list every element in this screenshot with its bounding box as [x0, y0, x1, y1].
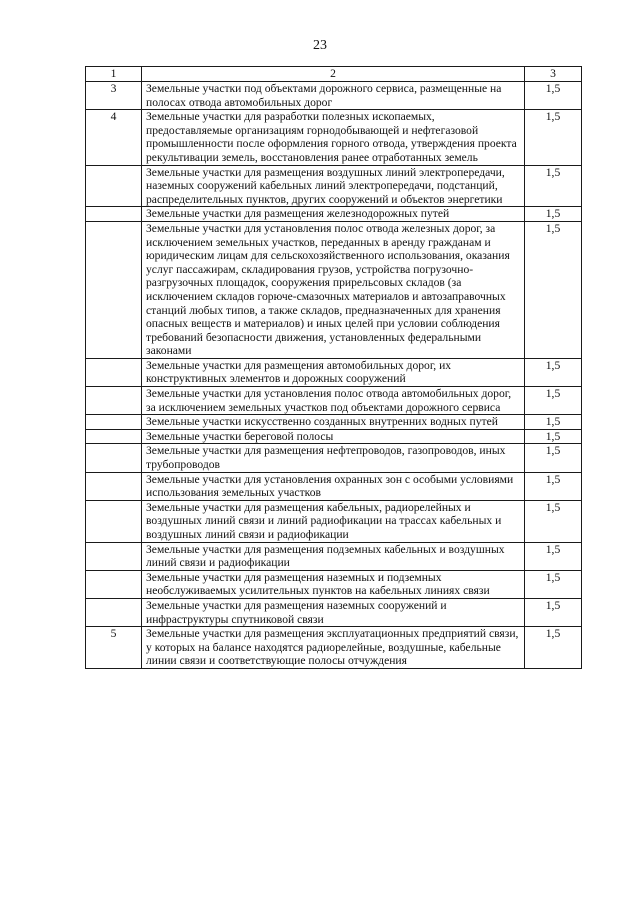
row-description: Земельные участки для установления охранных зон с особыми условиями использования земельных участков [142, 472, 525, 500]
row-number [86, 221, 142, 358]
table-row [86, 387, 582, 415]
row-coefficient: 1,5 [525, 165, 582, 207]
row-description: Земельные участки для размещения эксплуатационных предприятий связи, у которых на балансе находятся радиорелейные, воздушные, кабельные линии связи и соответствующие полосы отчуждения [142, 627, 525, 669]
row-number: 4 [86, 110, 142, 165]
row-description: Земельные участки для размещения воздушных линий электропередачи, наземных сооружений кабельных линий электропередачи, подстанций, распределительных пунктов, других сооружений и объектов энергетики [142, 165, 525, 207]
row-number [86, 165, 142, 207]
table-row [86, 358, 582, 386]
row-description: Земельные участки искусственно созданных внутренних водных путей [142, 415, 525, 430]
row-number [86, 500, 142, 542]
row-description: Земельные участки для размещения наземных сооружений и инфраструктуры спутниковой связи [142, 598, 525, 626]
row-coefficient: 1,5 [525, 415, 582, 430]
row-coefficient: 1,5 [525, 542, 582, 570]
row-description: Земельные участки для размещения автомобильных дорог, их конструктивных элементов и дорожных сооружений [142, 358, 525, 386]
row-coefficient: 1,5 [525, 82, 582, 110]
table-row [86, 500, 582, 542]
table-row [86, 207, 582, 222]
table-row [86, 110, 582, 165]
row-coefficient: 1,5 [525, 207, 582, 222]
header-col-2: 2 [142, 67, 525, 82]
table-row [86, 82, 582, 110]
row-number [86, 444, 142, 472]
table-header-row [86, 67, 582, 82]
header-col-3: 3 [525, 67, 582, 82]
row-coefficient: 1,5 [525, 500, 582, 542]
row-coefficient: 1,5 [525, 387, 582, 415]
table-row [86, 598, 582, 626]
row-description: Земельные участки для размещения железнодорожных путей [142, 207, 525, 222]
row-coefficient: 1,5 [525, 627, 582, 669]
row-number: 3 [86, 82, 142, 110]
table-row [86, 165, 582, 207]
row-description: Земельные участки для установления полос отвода железных дорог, за исключением земельных участков, переданных в аренду гражданам и юридическим лицам для сельскохозяйственного использования, оказания услуг пассажирам, складирования грузов, устройства погрузочно-разгрузочных площадок, сооружения прирельсовых складов (за исключением складов горюче-смазочных материалов и автозаправочных станций любых типов, а также складов, предназначенных для хранения опасных веществ и материалов) и иных целей при условии соблюдения требований безопасности движения, установленных федеральными законами [142, 221, 525, 358]
row-coefficient: 1,5 [525, 358, 582, 386]
row-number [86, 598, 142, 626]
row-coefficient: 1,5 [525, 444, 582, 472]
row-number [86, 472, 142, 500]
row-coefficient: 1,5 [525, 221, 582, 358]
row-description: Земельные участки для размещения подземных кабельных и воздушных линий связи и радиофикации [142, 542, 525, 570]
row-number [86, 207, 142, 222]
row-number [86, 358, 142, 386]
row-number [86, 542, 142, 570]
table-row [86, 570, 582, 598]
table-row [86, 429, 582, 444]
row-description: Земельные участки для размещения кабельных, радиорелейных и воздушных линий связи и линий радиофикации на трассах кабельных и воздушных линий связи и радиофикации [142, 500, 525, 542]
row-description: Земельные участки для разработки полезных ископаемых, предоставляемые организациям горнодобывающей и нефтегазовой промышленности после оформления горного отвода, утверждения проекта рекультивации земель, восстановления ранее отработанных земель [142, 110, 525, 165]
row-number [86, 387, 142, 415]
row-coefficient: 1,5 [525, 598, 582, 626]
row-number: 5 [86, 627, 142, 669]
row-description: Земельные участки береговой полосы [142, 429, 525, 444]
row-description: Земельные участки под объектами дорожного сервиса, размещенные на полосах отвода автомобильных дорог [142, 82, 525, 110]
row-description: Земельные участки для установления полос отвода автомобильных дорог, за исключением земельных участков под объектами дорожного сервиса [142, 387, 525, 415]
table-row [86, 444, 582, 472]
row-description: Земельные участки для размещения наземных и подземных необслуживаемых усилительных пунктов на кабельных линиях связи [142, 570, 525, 598]
row-number [86, 429, 142, 444]
row-number [86, 570, 142, 598]
row-description: Земельные участки для размещения нефтепроводов, газопроводов, иных трубопроводов [142, 444, 525, 472]
table-row [86, 542, 582, 570]
coefficient-table [85, 66, 582, 669]
row-number [86, 415, 142, 430]
row-coefficient: 1,5 [525, 472, 582, 500]
table-row [86, 472, 582, 500]
row-coefficient: 1,5 [525, 110, 582, 165]
table-row [86, 627, 582, 669]
row-coefficient: 1,5 [525, 429, 582, 444]
table-row [86, 415, 582, 430]
header-col-1: 1 [86, 67, 142, 82]
row-coefficient: 1,5 [525, 570, 582, 598]
page-number: 23 [313, 38, 327, 53]
table-row [86, 221, 582, 358]
